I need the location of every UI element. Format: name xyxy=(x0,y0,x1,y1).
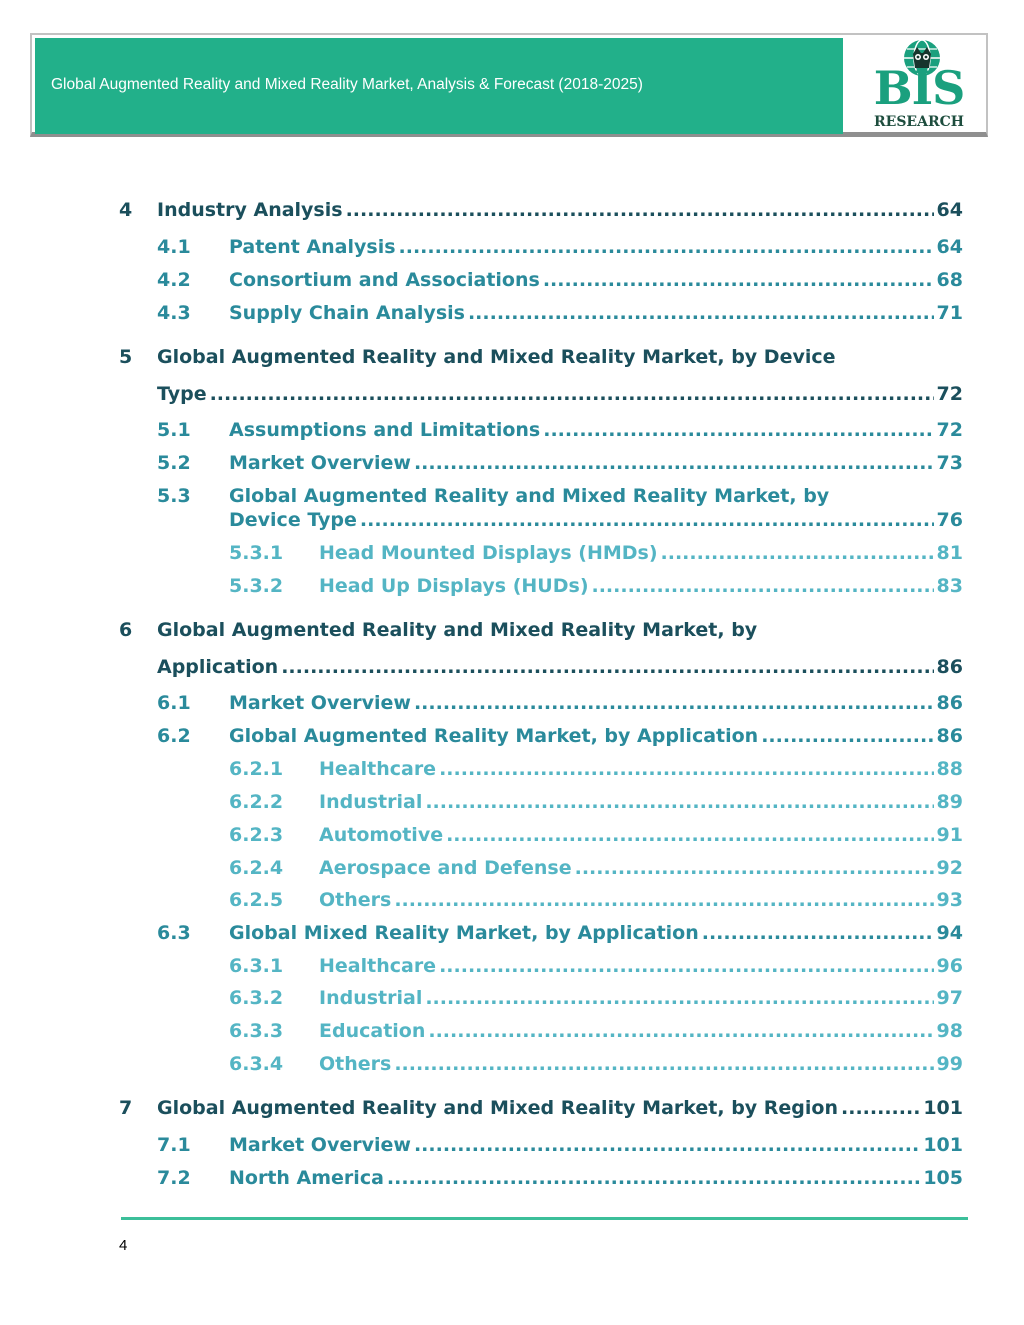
toc-entry[interactable] xyxy=(319,857,963,879)
toc-leader xyxy=(394,1053,933,1075)
toc-leader xyxy=(543,419,933,441)
toc-leader xyxy=(210,383,934,405)
toc-number: 5.2 xyxy=(157,452,191,474)
toc-page: 92 xyxy=(936,857,963,879)
toc-page: 76 xyxy=(936,509,963,531)
toc-label: Market Overview xyxy=(229,452,411,474)
toc-leader xyxy=(439,758,933,780)
toc-leader xyxy=(425,987,933,1009)
toc-entry[interactable] xyxy=(319,791,963,813)
toc-page: 72 xyxy=(936,419,963,441)
toc-entry[interactable] xyxy=(157,199,963,221)
toc-entry[interactable] xyxy=(319,758,963,780)
footer-divider xyxy=(121,1217,968,1220)
toc-leader xyxy=(702,922,934,944)
logo-subtitle: RESEARCH xyxy=(874,114,964,130)
toc-number: 6.2.5 xyxy=(229,889,284,911)
toc-label: Industrial xyxy=(319,791,423,813)
toc-entry[interactable] xyxy=(319,575,963,597)
toc-leader xyxy=(387,1167,920,1189)
toc-number: 4 xyxy=(119,199,133,221)
toc-number: 5.3.2 xyxy=(229,575,284,597)
toc-label-line1: Global Augmented Reality and Mixed Reality Market, by xyxy=(229,485,830,507)
toc-number: 4.3 xyxy=(157,302,191,324)
toc-number: 5.3 xyxy=(157,485,191,507)
toc-page: 73 xyxy=(936,452,963,474)
toc-label: Assumptions and Limitations xyxy=(229,419,541,441)
toc-page: 72 xyxy=(936,383,963,405)
toc-label: Application xyxy=(157,656,279,678)
toc-page: 86 xyxy=(936,692,963,714)
toc-entry[interactable] xyxy=(319,1053,963,1075)
page-header xyxy=(30,33,988,137)
toc-label: Industry Analysis xyxy=(157,199,343,221)
toc-entry[interactable] xyxy=(229,1167,963,1189)
toc-page: 96 xyxy=(936,955,963,977)
toc-label-line1: Global Augmented Reality and Mixed Reality Market, by xyxy=(157,619,758,641)
toc-entry[interactable] xyxy=(229,1134,963,1156)
toc-leader xyxy=(281,656,933,678)
toc-entry[interactable] xyxy=(319,987,963,1009)
toc-label: Head Mounted Displays (HMDs) xyxy=(319,542,658,564)
toc-label: Supply Chain Analysis xyxy=(229,302,465,324)
toc-leader xyxy=(446,824,933,846)
toc-leader xyxy=(414,1134,920,1156)
toc-page: 83 xyxy=(936,575,963,597)
toc-label: Market Overview xyxy=(229,1134,411,1156)
toc-entry[interactable] xyxy=(157,1097,963,1119)
toc-entry[interactable] xyxy=(229,269,963,291)
toc-number: 6.1 xyxy=(157,692,191,714)
toc-label: Healthcare xyxy=(319,955,437,977)
toc-number: 6.3.4 xyxy=(229,1053,284,1075)
toc-label: Consortium and Associations xyxy=(229,269,540,291)
toc-number: 6.2.4 xyxy=(229,857,284,879)
toc-number: 6.3.3 xyxy=(229,1020,284,1042)
toc-label: North America xyxy=(229,1167,384,1189)
toc-number: 4.1 xyxy=(157,236,191,258)
toc-number: 6.2.3 xyxy=(229,824,284,846)
toc-number: 5.1 xyxy=(157,419,191,441)
toc-label: Global Augmented Reality and Mixed Reality Market, by Region xyxy=(157,1097,839,1119)
toc-page: 101 xyxy=(923,1097,963,1119)
header-title: Global Augmented Reality and Mixed Reality Market, Analysis & Forecast (2018-2025) xyxy=(51,76,643,93)
toc-label-line1: Global Augmented Reality and Mixed Reality Market, by Device xyxy=(157,346,836,368)
toc-label: Industrial xyxy=(319,987,423,1009)
toc-label: Healthcare xyxy=(319,758,437,780)
toc-number: 6.3.2 xyxy=(229,987,284,1009)
toc-page: 105 xyxy=(923,1167,963,1189)
toc-page: 94 xyxy=(936,922,963,944)
toc-entry[interactable] xyxy=(229,236,963,258)
toc-entry[interactable] xyxy=(319,889,963,911)
toc-page: 86 xyxy=(936,725,963,747)
toc-entry[interactable] xyxy=(229,692,963,714)
toc-page: 91 xyxy=(936,824,963,846)
toc-page: 97 xyxy=(936,987,963,1009)
toc-leader xyxy=(346,199,934,221)
toc-entry[interactable] xyxy=(229,302,963,324)
toc-page: 64 xyxy=(936,199,963,221)
toc-entry[interactable] xyxy=(157,383,963,405)
toc-entry[interactable] xyxy=(229,419,963,441)
toc-leader xyxy=(360,509,934,531)
toc-leader xyxy=(661,542,934,564)
toc-number: 6.3.1 xyxy=(229,955,284,977)
toc-number: 7.2 xyxy=(157,1167,191,1189)
toc-leader xyxy=(761,725,933,747)
logo-wordmark: BIS xyxy=(873,61,965,115)
toc-label: Education xyxy=(319,1020,426,1042)
toc-leader xyxy=(841,1097,920,1119)
toc-number: 7 xyxy=(119,1097,133,1119)
toc-number: 6 xyxy=(119,619,133,641)
toc-leader xyxy=(543,269,934,291)
toc-leader xyxy=(468,302,934,324)
toc-number: 6.2.2 xyxy=(229,791,284,813)
toc-page: 81 xyxy=(936,542,963,564)
toc-page: 88 xyxy=(936,758,963,780)
toc-label: Others xyxy=(319,889,392,911)
toc-leader xyxy=(439,955,933,977)
toc-entry[interactable] xyxy=(229,509,963,531)
toc-leader xyxy=(592,575,934,597)
toc-entry[interactable] xyxy=(319,1020,963,1042)
toc-page: 93 xyxy=(936,889,963,911)
toc-leader xyxy=(394,889,933,911)
toc-leader xyxy=(414,692,934,714)
toc-page: 99 xyxy=(936,1053,963,1075)
toc-page: 98 xyxy=(936,1020,963,1042)
toc-label: Automotive xyxy=(319,824,444,846)
toc-number: 5 xyxy=(119,346,133,368)
toc-entry[interactable] xyxy=(157,656,963,678)
toc-label: Global Augmented Reality Market, by Application xyxy=(229,725,759,747)
bis-research-logo xyxy=(852,37,982,135)
toc-label: Type xyxy=(157,383,207,405)
toc-entry[interactable] xyxy=(319,955,963,977)
toc-page: 89 xyxy=(936,791,963,813)
toc-page: 68 xyxy=(936,269,963,291)
toc-entry[interactable] xyxy=(229,725,963,747)
toc-entry[interactable] xyxy=(319,542,963,564)
toc-leader xyxy=(425,791,933,813)
toc-number: 5.3.1 xyxy=(229,542,284,564)
toc-page: 71 xyxy=(936,302,963,324)
toc-page: 64 xyxy=(936,236,963,258)
toc-label: Head Up Displays (HUDs) xyxy=(319,575,589,597)
toc-entry[interactable] xyxy=(229,922,963,944)
toc-label: Global Mixed Reality Market, by Application xyxy=(229,922,699,944)
toc-label: Patent Analysis xyxy=(229,236,396,258)
toc-label: Aerospace and Defense xyxy=(319,857,572,879)
toc-number: 6.2.1 xyxy=(229,758,284,780)
toc-label: Market Overview xyxy=(229,692,411,714)
page-number: 4 xyxy=(119,1237,128,1254)
toc-number: 6.3 xyxy=(157,922,191,944)
toc-page: 101 xyxy=(923,1134,963,1156)
toc-leader xyxy=(399,236,934,258)
toc-entry[interactable] xyxy=(319,824,963,846)
toc-number: 7.1 xyxy=(157,1134,191,1156)
toc-leader xyxy=(414,452,934,474)
toc-label: Others xyxy=(319,1053,392,1075)
toc-number: 6.2 xyxy=(157,725,191,747)
toc-number: 4.2 xyxy=(157,269,191,291)
toc-entry[interactable] xyxy=(229,452,963,474)
header-band xyxy=(35,38,843,134)
toc-page: 86 xyxy=(936,656,963,678)
toc-leader xyxy=(428,1020,933,1042)
toc-leader xyxy=(575,857,934,879)
toc-label: Device Type xyxy=(229,509,357,531)
